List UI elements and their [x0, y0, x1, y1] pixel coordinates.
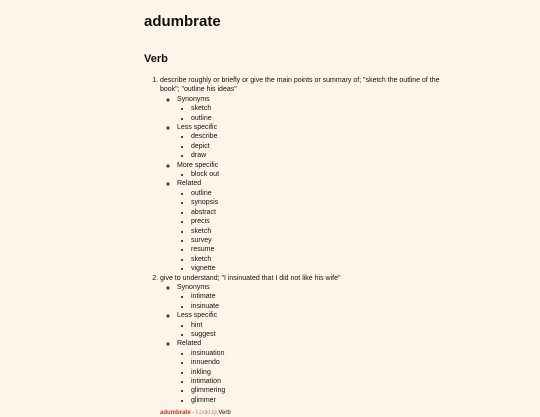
headword-title: adumbrate: [144, 13, 221, 30]
word-list: [177, 170, 444, 179]
footer-pos: Verb: [218, 410, 231, 417]
relation-group: [177, 161, 444, 180]
relation-group-label: Synonyms: [177, 95, 210, 103]
related-word[interactable]: • depict: [191, 142, 444, 151]
relation-group: [177, 339, 444, 405]
related-word[interactable]: • sketch: [191, 227, 444, 236]
related-word[interactable]: • insinuate: [191, 302, 444, 311]
related-word[interactable]: • precis: [191, 217, 444, 226]
part-of-speech-heading: Verb: [144, 53, 168, 65]
related-word[interactable]: • resume: [191, 245, 444, 254]
relation-group-label: Related: [177, 180, 202, 188]
sense-definition: give to understand; "I insinuated that I did not like his wife": [160, 274, 341, 282]
word-list: [177, 104, 444, 123]
word-list: [177, 321, 444, 340]
footer-separator: -: [190, 410, 197, 417]
word-list: [177, 349, 444, 405]
related-word[interactable]: • draw: [191, 151, 444, 160]
word-list: [177, 189, 444, 274]
sense-item: [160, 76, 444, 274]
relation-group-label: More specific: [177, 161, 219, 169]
related-word[interactable]: • insinuation: [191, 349, 444, 358]
footer-headword: adumbrate: [160, 410, 191, 417]
relation-groups: [160, 95, 444, 274]
relation-group: [177, 179, 444, 273]
footer-line: [144, 409, 444, 417]
related-word[interactable]: • hint: [191, 321, 444, 330]
related-word[interactable]: • inkling: [191, 368, 444, 377]
relation-group-label: Related: [177, 340, 202, 348]
related-word[interactable]: • sketch: [191, 255, 444, 264]
related-word[interactable]: • outline: [191, 114, 444, 123]
relation-group-label: Less specific: [177, 312, 218, 320]
word-list: [177, 292, 444, 311]
relation-group: [177, 311, 444, 339]
dictionary-entry: [144, 0, 444, 417]
related-word[interactable]: • glimmering: [191, 386, 444, 395]
related-word[interactable]: • innuendo: [191, 358, 444, 367]
related-word[interactable]: • describe: [191, 132, 444, 141]
related-word[interactable]: • glimmer: [191, 396, 444, 405]
related-word[interactable]: • block out: [191, 170, 444, 179]
related-word[interactable]: • vignette: [191, 264, 444, 273]
related-word[interactable]: • sketch: [191, 104, 444, 113]
relation-group-label: Synonyms: [177, 283, 210, 291]
related-word[interactable]: • outline: [191, 189, 444, 198]
relation-group: [177, 283, 444, 311]
related-word[interactable]: • synopsis: [191, 198, 444, 207]
related-word[interactable]: • abstract: [191, 208, 444, 217]
word-list: [177, 132, 444, 160]
relation-group-label: Less specific: [177, 124, 218, 132]
relation-group: [177, 95, 444, 123]
related-word[interactable]: • survey: [191, 236, 444, 245]
sense-definition: describe roughly or briefly or give the main points or summary of; "sketch the outline of the book"; "outline his ideas": [160, 77, 440, 94]
relation-group: [177, 123, 444, 161]
sense-item: [160, 274, 444, 406]
sense-list: [144, 76, 444, 405]
relation-groups: [160, 283, 444, 405]
lookup-link[interactable]: LookUp: [196, 410, 217, 417]
related-word[interactable]: • intimation: [191, 377, 444, 386]
related-word[interactable]: • intimate: [191, 292, 444, 301]
related-word[interactable]: • suggest: [191, 330, 444, 339]
